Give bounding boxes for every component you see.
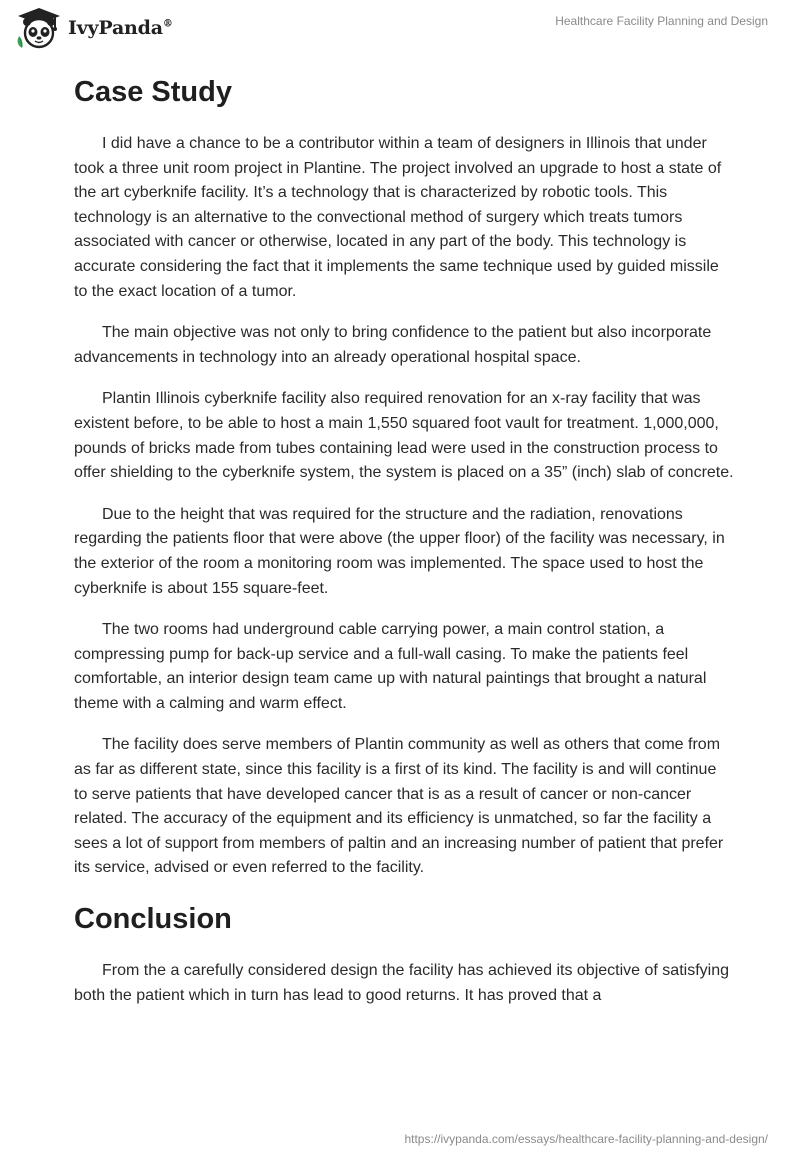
ivypanda-logo[interactable] bbox=[16, 6, 173, 50]
page-header bbox=[0, 0, 800, 60]
paragraph: From the a carefully considered design the facility has achieved its objective of satisfying both the patient which in turn has lead to good returns. It has proved that a bbox=[74, 962, 729, 1004]
section-heading-case-study: Case Study bbox=[74, 76, 232, 108]
source-url-link[interactable]: https://ivypanda.com/essays/healthcare-facility-planning-and-design/ bbox=[404, 1132, 768, 1146]
brand-name: IvyPanda® bbox=[68, 17, 173, 39]
paragraph: The two rooms had underground cable carrying power, a main control station, a compressing pump for back-up service and a full-wall casing. To make the patients feel comfortable, an interior design team came up with natural paintings that brought a natural theme with a calming and warm effect. bbox=[74, 621, 707, 712]
section-heading-conclusion: Conclusion bbox=[74, 903, 232, 936]
paragraph: The main objective was not only to bring confidence to the patient but also incorporate advancements in technology into an already operational hospital space. bbox=[74, 324, 712, 366]
paragraph: The facility does serve members of Plantin community as well as others that come from as far as different state, since this facility is a first of its kind. The facility is and will continue to serve patients that have developed cancer that is as a result of cancer or non-cancer related. The accuracy of the equipment and its efficiency is unmatched, so far the facility a sees a lot of support from members of paltin and an increasing number of patient that prefer its service, advised or even referred to the facility. bbox=[74, 736, 724, 877]
paragraph: I did have a chance to be a contributor within a team of designers in Illinois that under took a three unit room project in Plantine. The project involved an upgrade to host a state of the art cyberknife facility. It’s a technology that is characterized by robotic tools. This technology is an alternative to the convectional method of surgery which treats tumors associated with cancer or otherwise, located in any part of the body. This technology is accurate considering the fact that it implements the same technique used by guided missile to the exact location of a tumor. bbox=[74, 135, 722, 300]
registered-mark: ® bbox=[162, 18, 173, 30]
essay-content bbox=[74, 70, 734, 1025]
running-title: Healthcare Facility Planning and Design bbox=[555, 14, 768, 28]
paragraph: Plantin Illinois cyberknife facility also required renovation for an x-ray facility that was existent before, to be able to host a main 1,550 squared foot vault for treatment. 1,000,000, pounds of bricks made from tubes containing lead were used in the construction process to offer shielding to the cyberknife system, the system is placed on a 35” (inch) slab of concrete. bbox=[74, 390, 734, 482]
panda-graduate-icon bbox=[16, 6, 62, 50]
paragraph: Due to the height that was required for the structure and the radiation, renovations regarding the patients floor that were above (the upper floor) of the facility was necessary, in the exterior of the room a monitoring room was implemented. The space used to host the cyberknife is about 155 square-feet. bbox=[74, 505, 725, 597]
